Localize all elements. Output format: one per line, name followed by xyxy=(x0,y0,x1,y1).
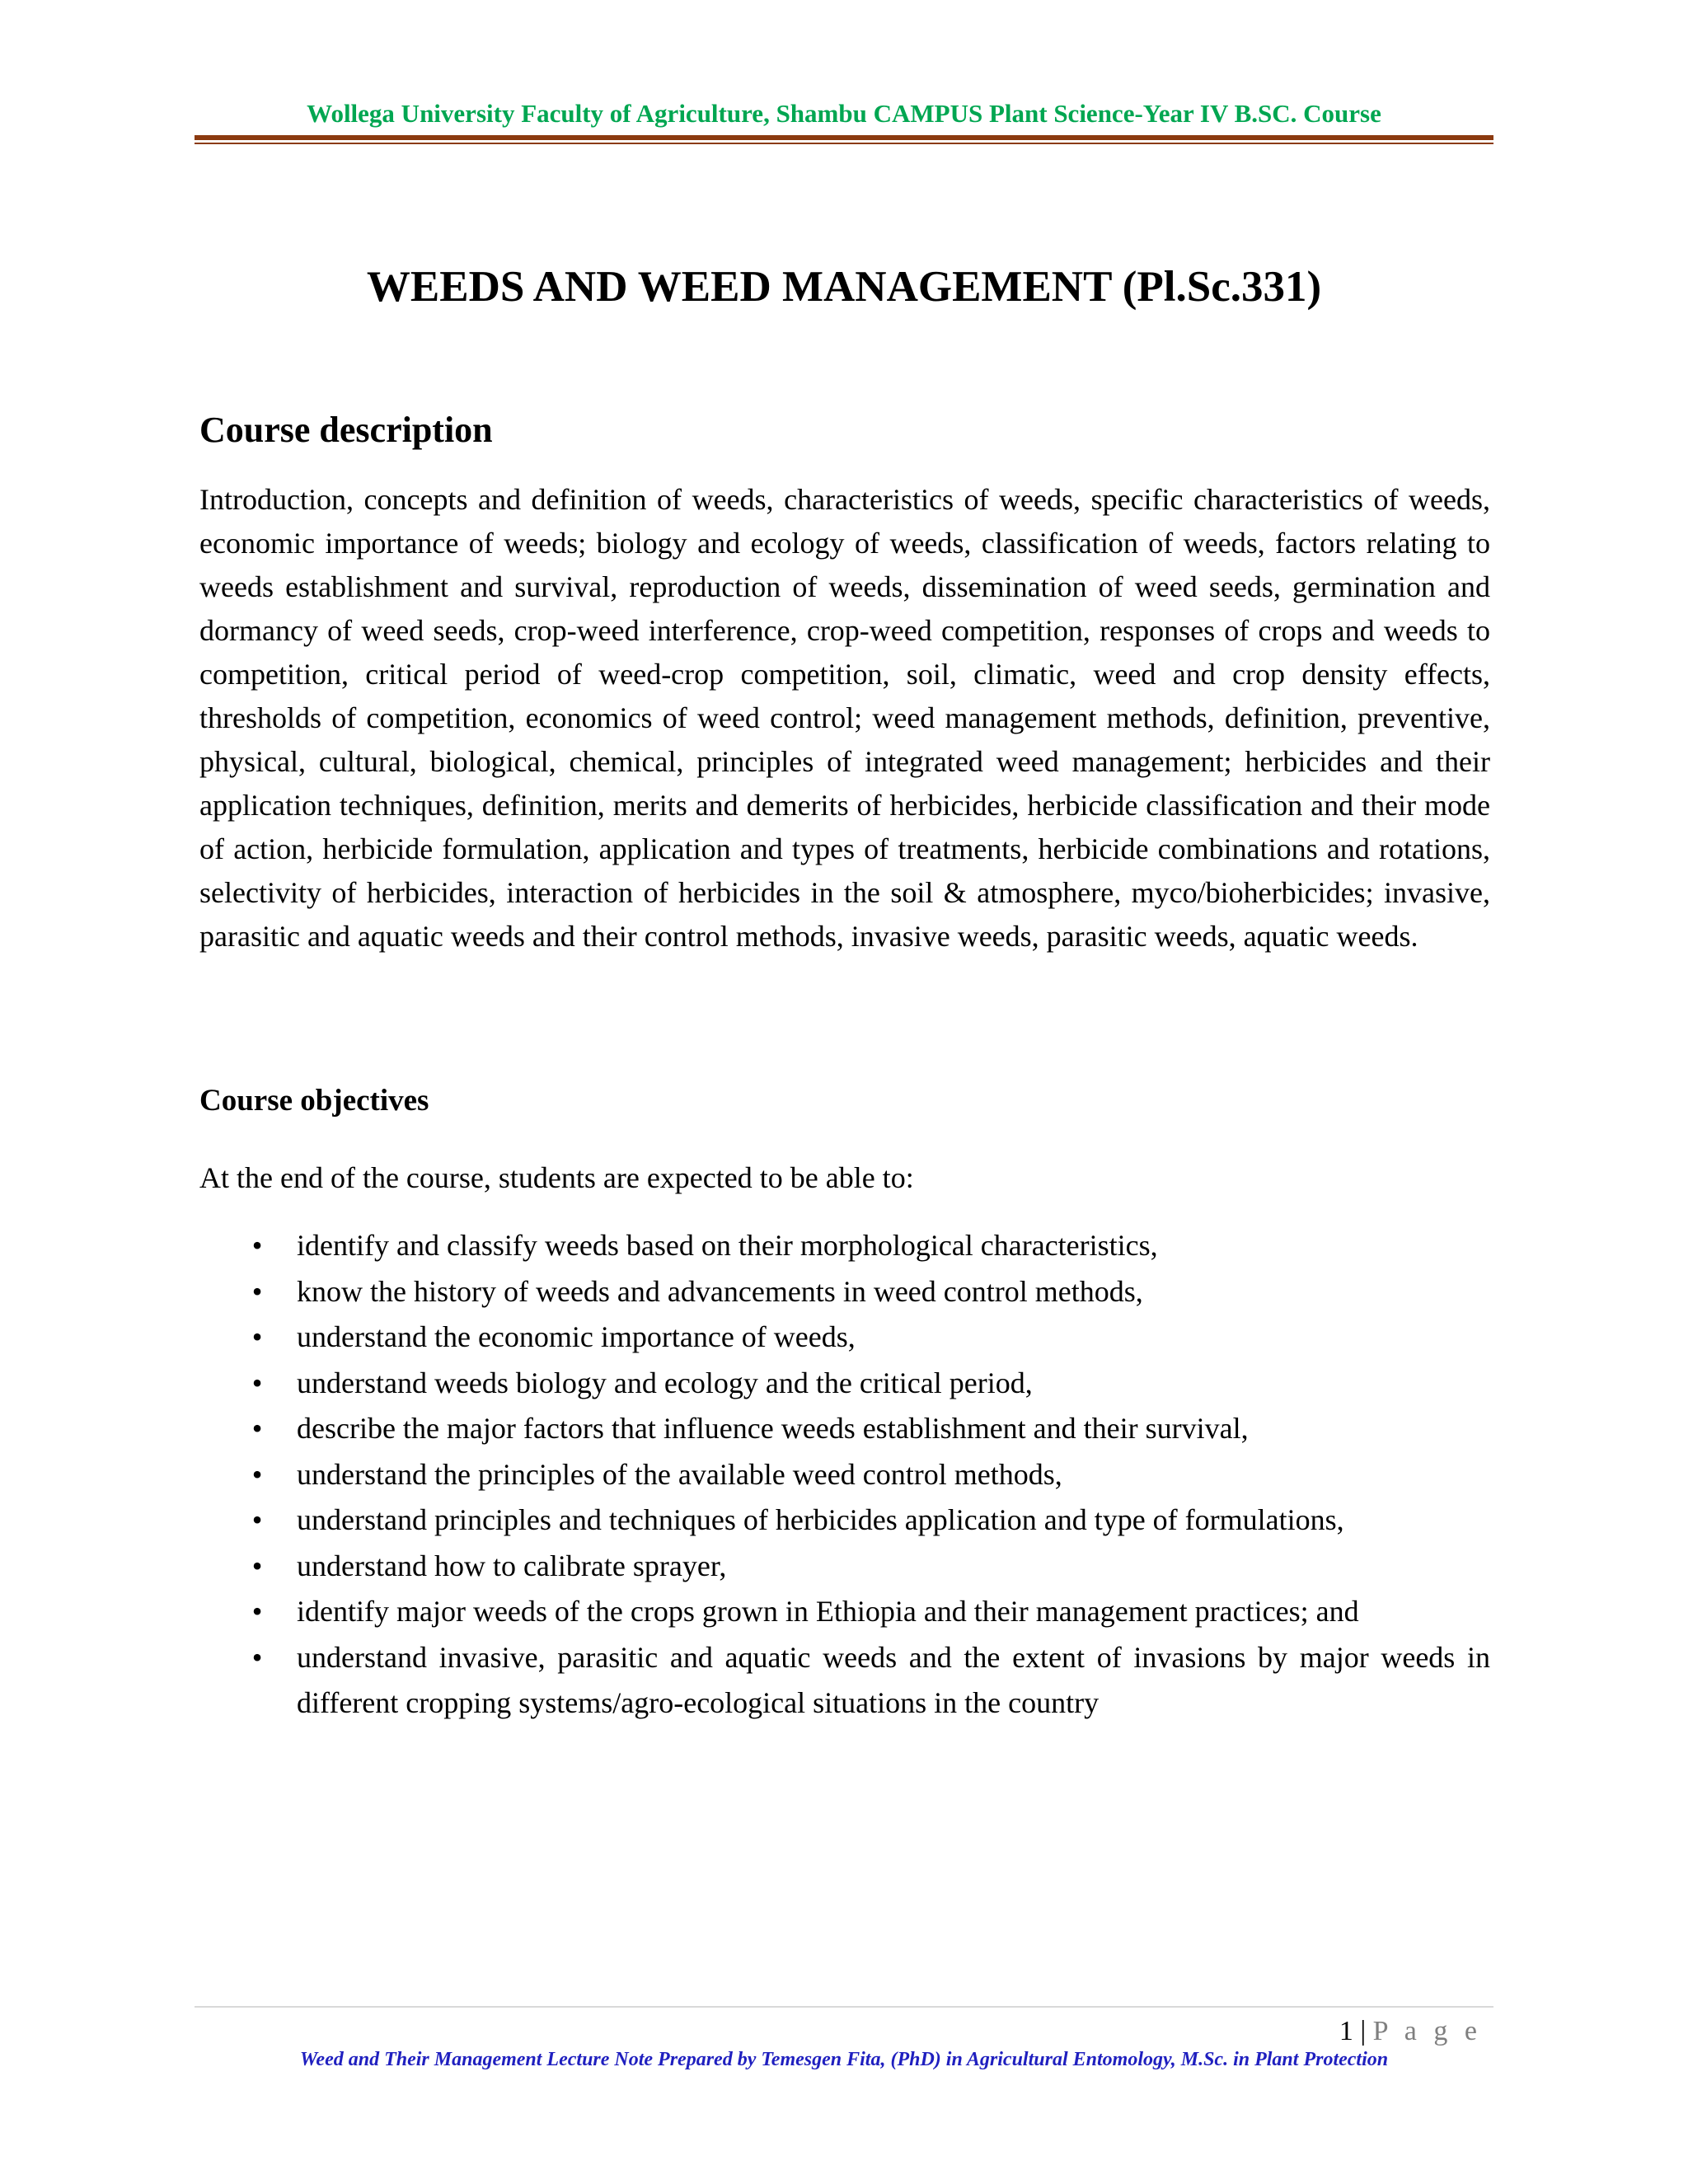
objective-item xyxy=(199,1497,1490,1544)
bullet-icon: • xyxy=(251,1503,263,1536)
bullet-icon: • xyxy=(251,1274,263,1308)
course-objectives-heading: Course objectives xyxy=(199,1084,429,1118)
running-footer: Weed and Their Management Lecture Note Prepared by Temesgen Fita, (PhD) in Agricultural Entomology, M.Sc. in Plant Protection xyxy=(299,2049,1389,2070)
running-header: Wollega University Faculty of Agriculture, Shambu CAMPUS Plant Science-Year IV B.SC. Course xyxy=(307,99,1381,128)
objective-text: understand the principles of the available weed control methods, xyxy=(297,1457,1062,1491)
objective-text: understand principles and techniques of herbicides application and type of formulations, xyxy=(297,1503,1344,1536)
page-number xyxy=(1339,2016,1482,2047)
objective-item xyxy=(199,1315,1490,1361)
objective-item xyxy=(199,1589,1490,1635)
page-label: P a g e xyxy=(1372,2016,1482,2046)
course-description-heading: Course description xyxy=(199,410,493,450)
objective-text: describe the major factors that influence weeds establishment and their survival, xyxy=(297,1412,1249,1445)
bullet-icon: • xyxy=(251,1595,263,1628)
bullet-icon: • xyxy=(251,1320,263,1353)
objectives-list xyxy=(199,1223,1490,1727)
objective-text: identify and classify weeds based on their morphological characteristics, xyxy=(297,1229,1158,1262)
page-number-value: 1 xyxy=(1339,2016,1353,2046)
course-description-text: Introduction, concepts and definition of weeds, characteristics of weeds, specific characteristics of weeds, economic importance of weeds; biology and ecology of weeds, classification of weeds, factors relating to weeds establishment and survival, reproduction of weeds, dissemination of weed seeds, germination and dormancy of weed seeds, crop-weed interference, crop-weed competition, responses of crops and weeds to competition, critical period of weed-crop competition, soil, climatic, weed and crop density effects, thresholds of competition, economics of weed control; weed management methods, definition, preventive, physical, cultural, biological, chemical, principles of integrated weed management; herbicides and their application techniques, definition, merits and demerits of herbicides, herbicide classification and their mode of action, herbicide formulation, application and types of treatments, herbicide combinations and rotations, selectivity of herbicides, interaction of herbicides in the soil & atmosphere, myco/bioherbicides; invasive, parasitic and aquatic weeds and their control methods, invasive weeds, parasitic weeds, aquatic weeds. xyxy=(199,483,1490,953)
objective-text: understand invasive, parasitic and aquatic weeds and the extent of invasions by major weeds in different cropping systems/agro-ecological situations in the country xyxy=(297,1640,1490,1719)
document-title: WEEDS AND WEED MANAGEMENT (Pl.Sc.331) xyxy=(366,263,1322,311)
header-rule xyxy=(195,135,1493,140)
page-separator: | xyxy=(1360,2016,1367,2046)
objective-text: understand weeds biology and ecology and the critical period, xyxy=(297,1366,1033,1399)
objective-item xyxy=(199,1635,1490,1727)
bullet-icon: • xyxy=(251,1366,263,1399)
objective-item xyxy=(199,1361,1490,1407)
bullet-icon: • xyxy=(251,1549,263,1582)
objective-text: understand the economic importance of weeds, xyxy=(297,1320,856,1353)
objectives-intro: At the end of the course, students are expected to be able to: xyxy=(199,1161,914,1194)
objective-item xyxy=(199,1223,1490,1269)
objective-item xyxy=(199,1544,1490,1590)
objective-text: know the history of weeds and advancements in weed control methods, xyxy=(297,1274,1143,1308)
objective-item xyxy=(199,1452,1490,1498)
objective-text: identify major weeds of the crops grown in Ethiopia and their management practices; and xyxy=(297,1595,1359,1628)
bullet-icon: • xyxy=(251,1412,263,1445)
objective-item xyxy=(199,1406,1490,1452)
header-rule-secondary xyxy=(195,143,1493,144)
footer-rule xyxy=(195,2006,1493,2008)
bullet-icon: • xyxy=(251,1229,263,1262)
objective-text: understand how to calibrate sprayer, xyxy=(297,1549,727,1582)
objective-item xyxy=(199,1269,1490,1315)
bullet-icon: • xyxy=(251,1457,263,1491)
bullet-icon: • xyxy=(251,1640,263,1674)
